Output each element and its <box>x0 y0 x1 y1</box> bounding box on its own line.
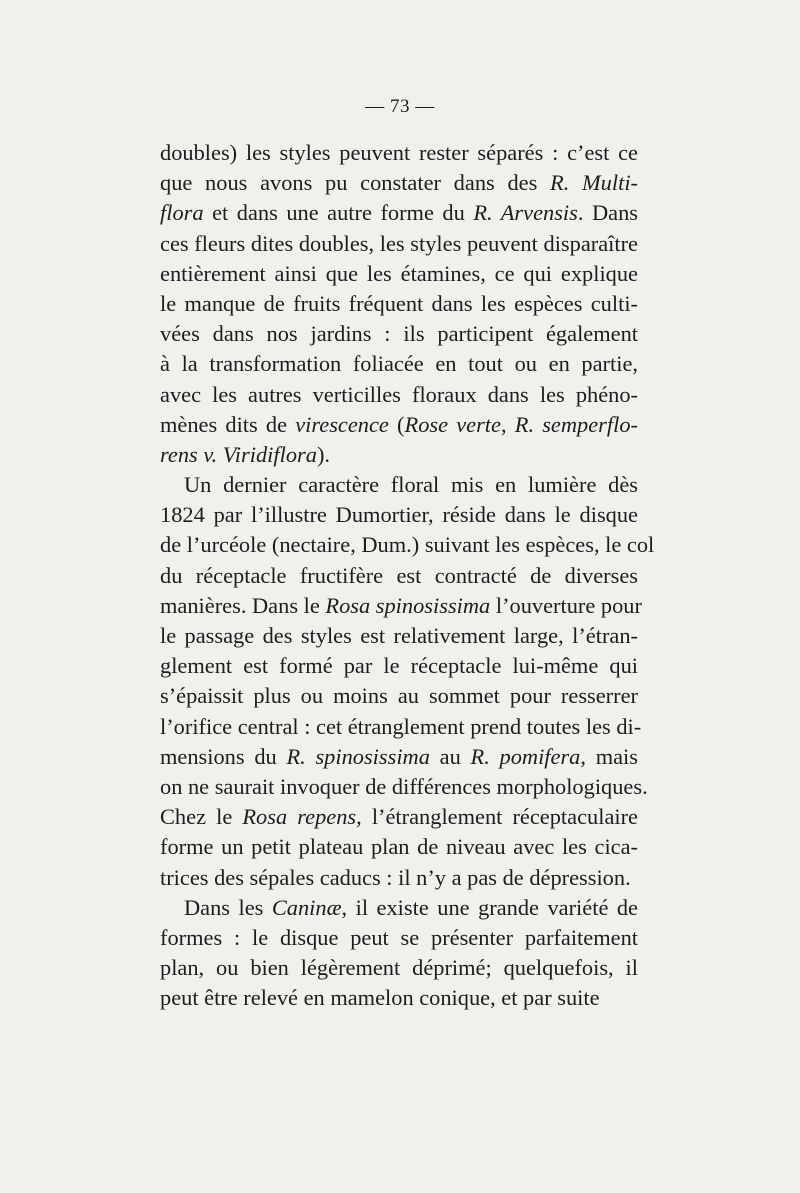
italic-run: Rose verte <box>404 411 501 437</box>
text-run: , il existe une grande variété de <box>341 894 638 920</box>
text-run: Dans les <box>184 894 272 920</box>
text-line <box>160 923 638 953</box>
text-line <box>160 198 638 228</box>
text-run: on ne saurait invoquer de différences morphologiques. <box>160 773 648 799</box>
text-line <box>160 651 638 681</box>
text-run: l’ouverture pour <box>490 592 642 618</box>
text-run: au <box>429 743 471 769</box>
text-line <box>160 591 642 621</box>
text-line <box>160 319 638 349</box>
text-run: formes : le disque peut se présenter parfaitement <box>160 924 638 950</box>
italic-run: R. Arvensis <box>473 200 578 226</box>
text-line <box>160 530 655 560</box>
italic-run: flora <box>160 200 204 226</box>
text-run: mensions du <box>160 743 287 769</box>
text-run: de l’urcéole (nectaire, Dum.) suivant les espèces, le col <box>160 532 655 558</box>
text-run: à la transformation foliacée en tout ou en partie, <box>160 351 638 377</box>
text-line <box>160 138 638 168</box>
italic-run: Caninæ <box>271 894 342 920</box>
text-line <box>160 983 638 1013</box>
text-run: avec les autres verticilles floraux dans les phéno- <box>160 381 638 407</box>
text-line <box>160 289 638 319</box>
text-run: plan, ou bien légèrement déprimé; quelquefois, il <box>160 955 638 981</box>
italic-run: virescence <box>295 411 389 437</box>
text-run: doubles) les styles peuvent rester séparés : c’est ce <box>160 140 638 165</box>
text-run: et dans une autre forme du <box>203 200 474 226</box>
text-run: ). <box>316 441 330 467</box>
text-line <box>160 229 638 259</box>
italic-run: rens v. Viridiflora <box>160 441 317 467</box>
text-line <box>160 681 638 711</box>
text-run: du réceptacle fructifère est contracté de diverses <box>160 562 638 588</box>
italic-run: R. Multi- <box>550 170 638 196</box>
text-run: , l’étranglement réceptaculaire <box>356 804 638 830</box>
text-line <box>160 893 638 923</box>
text-line <box>160 168 638 198</box>
text-run: ces fleurs dites doubles, les styles peuvent disparaître <box>160 230 638 256</box>
text-run: que nous avons pu constater dans des <box>160 170 551 196</box>
text-run: ( <box>388 411 405 437</box>
text-line <box>160 440 638 470</box>
text-line <box>160 742 638 772</box>
body-text <box>160 138 655 1013</box>
text-line <box>160 863 638 893</box>
text-run: manières. Dans le <box>160 592 326 618</box>
italic-run: R. semperflo- <box>514 411 638 437</box>
italic-run: Rosa repens <box>242 804 357 830</box>
text-line <box>160 380 638 410</box>
text-run: Un dernier caractère floral mis en lumière dès <box>184 472 638 498</box>
text-run: vées dans nos jardins : ils participent également <box>160 321 638 347</box>
text-run: , <box>500 411 515 437</box>
text-line <box>160 349 638 379</box>
text-run: Chez le <box>160 804 243 830</box>
text-run: s’épaissit plus ou moins au sommet pour resserrer <box>160 683 638 709</box>
text-run: peut être relevé en mamelon conique, et par suite <box>160 985 600 1011</box>
text-line <box>160 259 638 289</box>
text-run: 1824 par l’illustre Dumortier, réside dans le disque <box>160 502 638 528</box>
text-line <box>160 832 638 862</box>
text-run: mènes dits de <box>160 411 296 437</box>
text-line <box>160 953 638 983</box>
text-run: trices des sépales caducs : il n’y a pas de dépression. <box>160 864 631 890</box>
text-run: , mais <box>580 743 638 769</box>
text-run: le passage des styles est relativement large, l’étran- <box>160 623 638 648</box>
text-run: glement est formé par le réceptacle lui-même qui <box>160 653 638 679</box>
italic-run: R. spinosissima <box>286 743 430 769</box>
text-line <box>160 470 638 500</box>
text-line <box>160 712 642 742</box>
italic-run: R. pomifera <box>470 743 581 769</box>
text-line <box>160 772 648 802</box>
text-line <box>160 802 638 832</box>
text-run: forme un petit plateau plan de niveau avec les cica- <box>160 834 638 860</box>
text-run: l’orifice central : cet étranglement prend toutes les di- <box>160 713 642 739</box>
italic-run: Rosa spinosissima <box>325 592 491 618</box>
page-number: — 73 — <box>365 96 435 117</box>
text-line <box>160 500 638 530</box>
text-line <box>160 410 638 440</box>
text-run: . Dans <box>577 200 638 226</box>
text-run: le manque de fruits fréquent dans les espèces culti- <box>160 290 638 316</box>
text-run: entièrement ainsi que les étamines, ce qui explique <box>160 260 638 286</box>
text-line <box>160 561 638 591</box>
text-line <box>160 621 638 651</box>
